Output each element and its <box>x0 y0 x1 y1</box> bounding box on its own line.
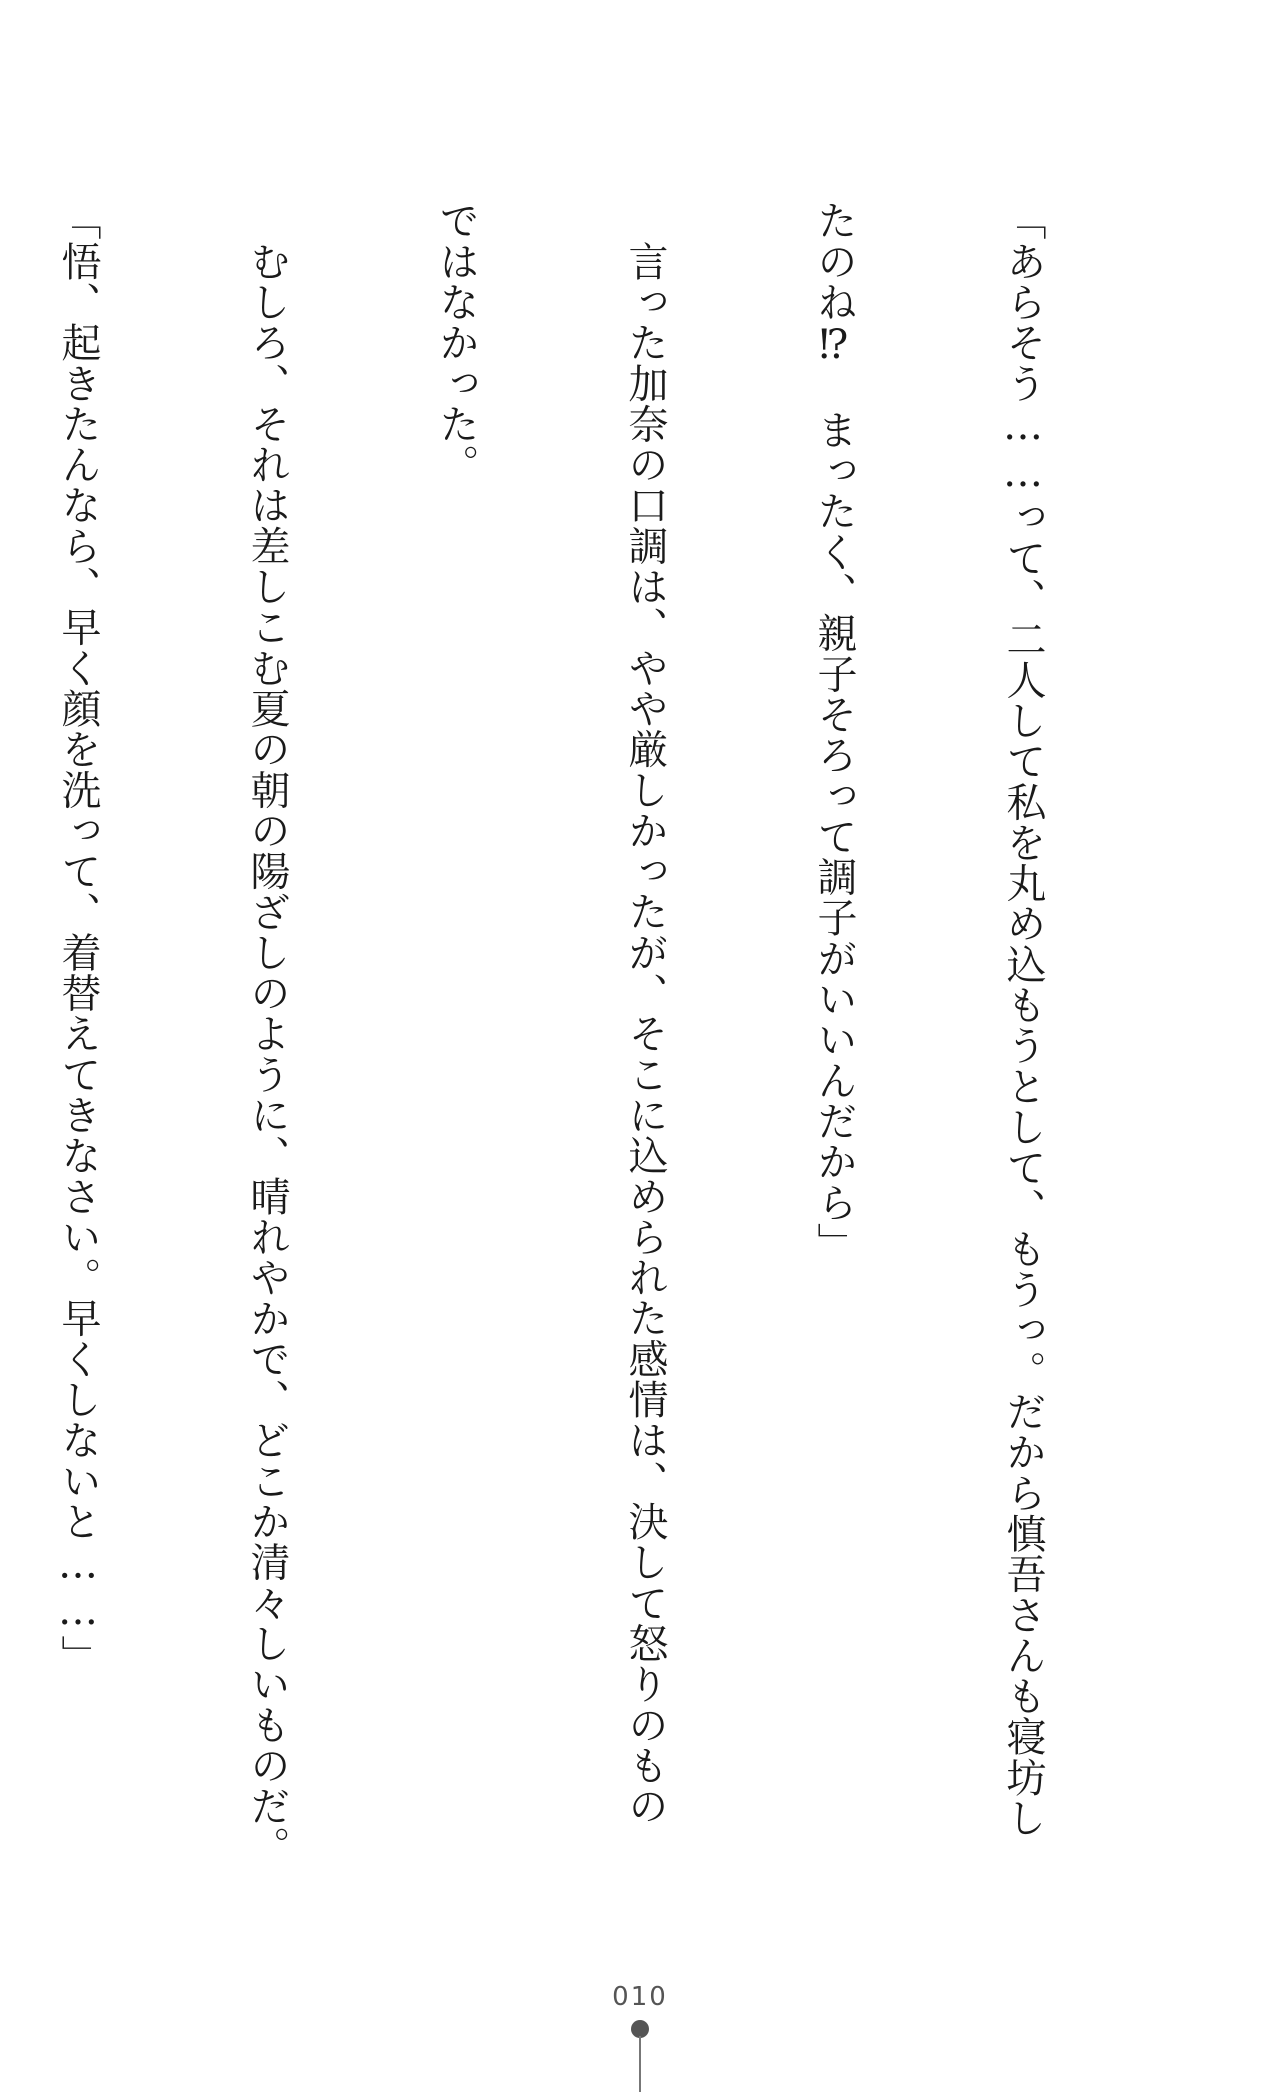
vertical-text-body <box>0 200 1180 1920</box>
text-line: たのね⁉ まったく、親子そろって調子がいいんだから」 <box>811 200 857 1263</box>
text-line: ではなかった。 <box>433 200 479 485</box>
text-line: むしろ、それは差しこむ夏の朝の陽ざしのように、晴れやかで、どこか清々しいものだ。 <box>244 200 290 1867</box>
text-line: 「悟、起きたんなら、早く顔を洗って、着替えてきなさい。早くしないと……」 <box>55 200 101 1676</box>
text-line: 「あらそう……って、二人して私を丸め込もうとして、もうっ。だから慎吾さんも寝坊し <box>1000 200 1046 1838</box>
folio-ornament-line <box>639 2036 641 2092</box>
page-number: 010 <box>612 1982 668 2012</box>
text-line: 言った加奈の口調は、やや厳しかったが、そこに込められた感情は、決して怒りのもの <box>622 200 668 1826</box>
